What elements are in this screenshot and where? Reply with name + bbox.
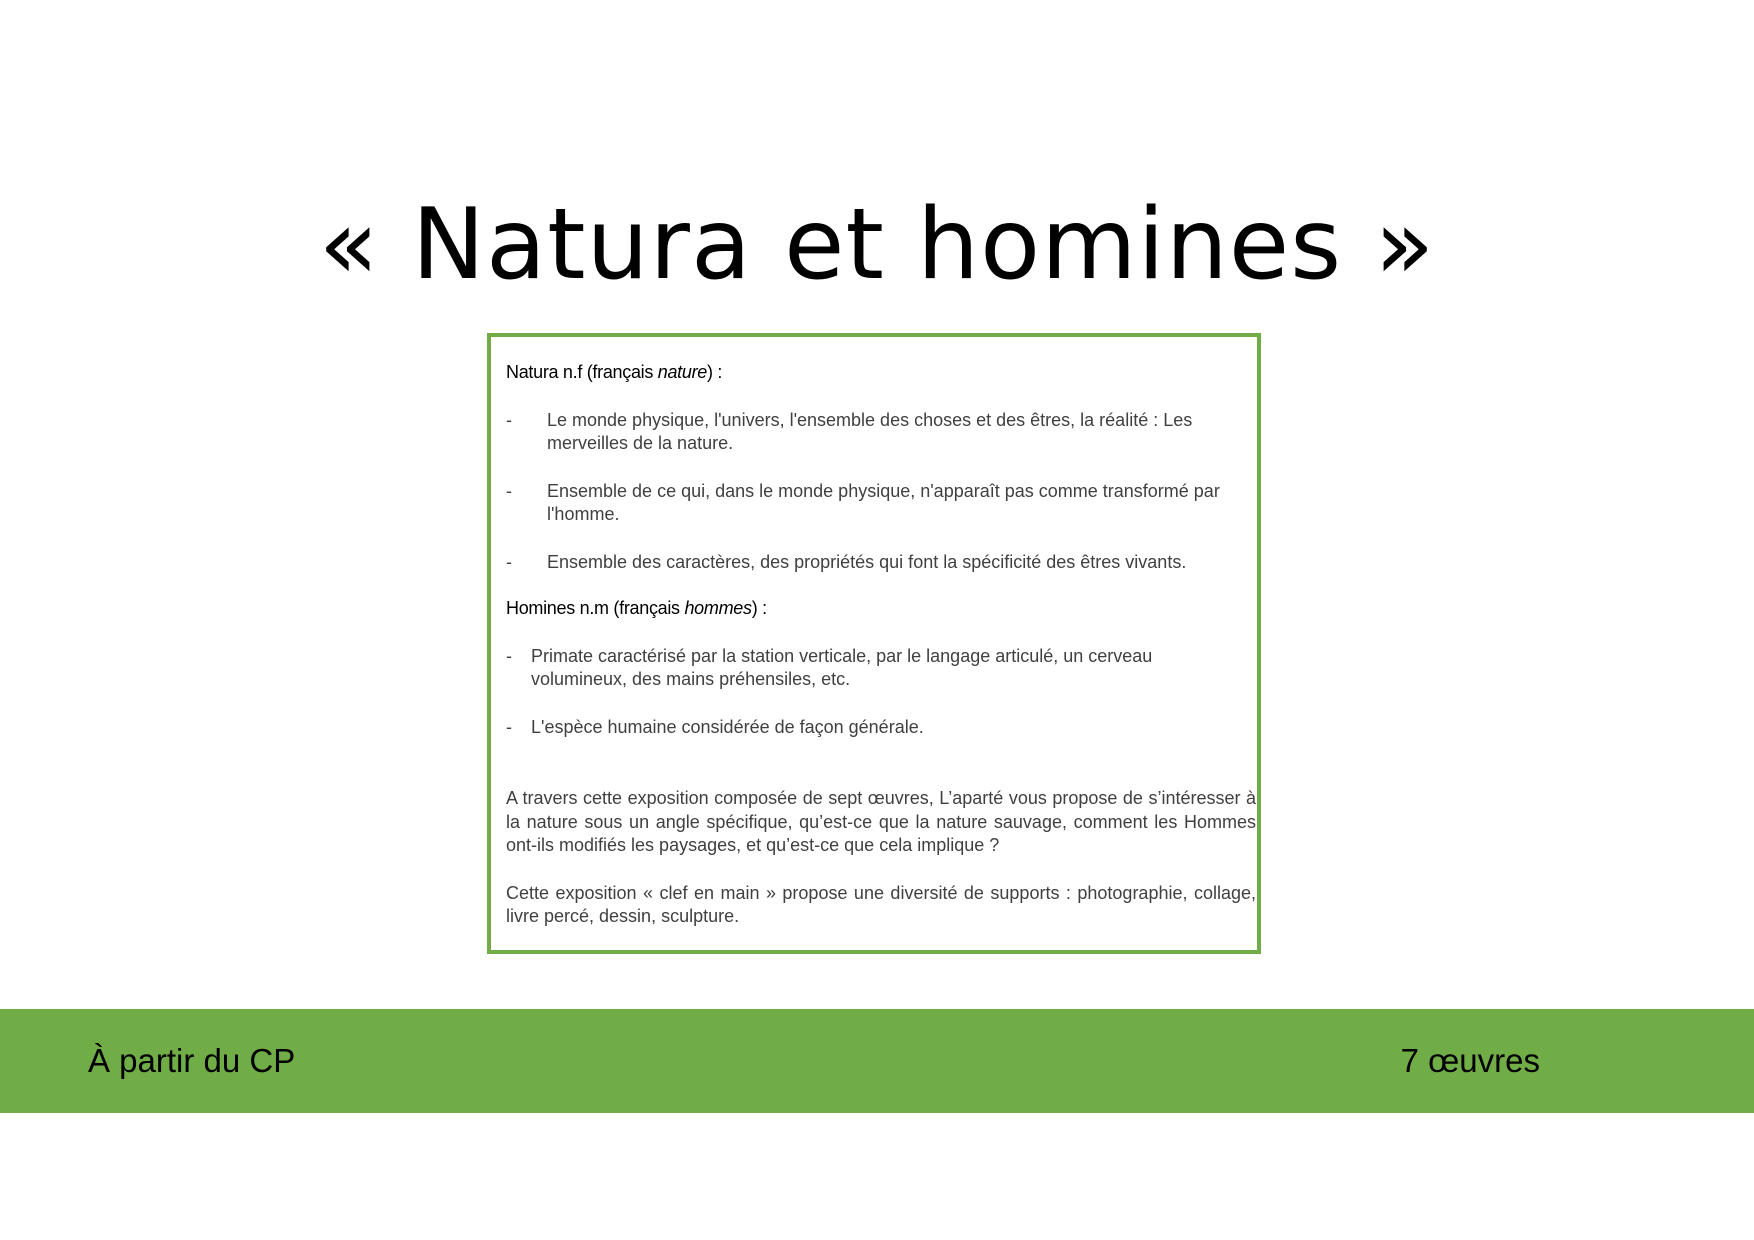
list-item bbox=[506, 409, 1227, 456]
term-natura-translation: nature bbox=[657, 362, 708, 382]
dash-bullet: - bbox=[506, 480, 512, 501]
term-natura-end: ) : bbox=[707, 362, 723, 382]
dash-bullet: - bbox=[506, 716, 512, 737]
list-item-text: Ensemble des caractères, des propriétés qui font la spécificité des êtres vivants. bbox=[547, 551, 1187, 572]
dash-bullet: - bbox=[506, 551, 512, 572]
artwork-count: 7 œuvres bbox=[1400, 1042, 1540, 1079]
definition-box bbox=[487, 333, 1261, 954]
list-item-text: Primate caractérisé par la station verticale, par le langage articulé, un cerveau volumineux, des mains préhensiles, etc. bbox=[531, 645, 1153, 689]
age-label: À partir du CP bbox=[88, 1042, 296, 1079]
natura-definition-list bbox=[506, 409, 1256, 575]
page-title: « Natura et homines » bbox=[318, 188, 1436, 302]
list-item-text: Ensemble de ce qui, dans le monde physique, n'apparaît pas comme transformé par l'homme. bbox=[547, 480, 1220, 524]
description-paragraph: Cette exposition « clef en main » propose une diversité de supports : photographie, collage, livre percé, dessin, sculpture. bbox=[506, 882, 1256, 926]
list-item-text: Le monde physique, l'univers, l'ensemble des choses et des êtres, la réalité : Les merveilles de la nature. bbox=[547, 409, 1193, 453]
list-item bbox=[506, 716, 1251, 740]
term-homines-end: ) : bbox=[751, 598, 767, 618]
dash-bullet: - bbox=[506, 645, 512, 666]
list-item-text: L'espèce humaine considérée de façon générale. bbox=[531, 716, 924, 737]
term-homines-label: Homines n.m (français bbox=[506, 598, 685, 618]
term-homines-translation: hommes bbox=[684, 598, 752, 618]
list-item bbox=[506, 480, 1227, 527]
footer-band bbox=[0, 1009, 1754, 1113]
list-item bbox=[506, 551, 1227, 575]
term-natura-label: Natura n.f (français bbox=[506, 362, 658, 382]
list-item bbox=[506, 645, 1251, 692]
dash-bullet: - bbox=[506, 409, 512, 430]
term-homines bbox=[506, 597, 1256, 621]
homines-definition-list bbox=[506, 645, 1256, 740]
term-natura bbox=[506, 361, 1256, 385]
definition-content bbox=[506, 361, 1256, 929]
description-paragraph: A travers cette exposition composée de sept œuvres, L’aparté vous propose de s’intéresser à la nature sous un angle spécifique, qu’est-ce que la nature sauvage, comment les Hommes ont-ils modifiés les paysages, et qu’est-ce que cela implique ? bbox=[506, 788, 1256, 855]
